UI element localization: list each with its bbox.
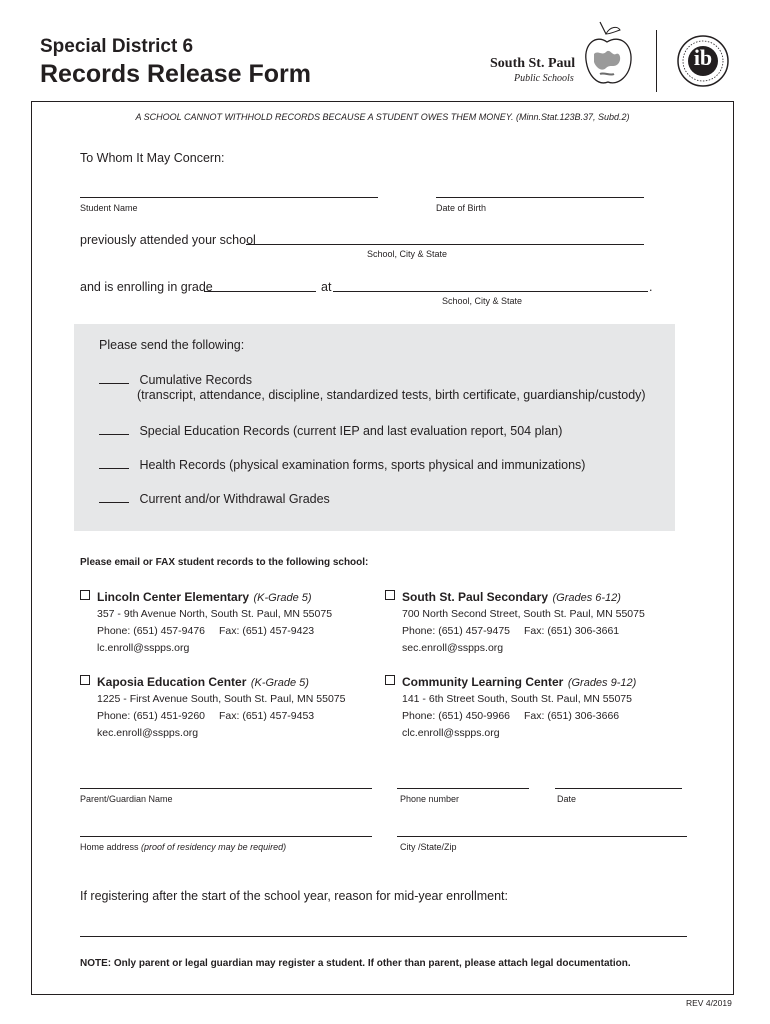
clc-checkbox[interactable] (385, 675, 395, 685)
secondary-address: 700 North Second Street, South St. Paul, MN 55075 (402, 608, 645, 620)
phone-number-label: Phone number (400, 794, 460, 804)
ib-logo-text: ib (693, 45, 713, 70)
withhold-notice: A SCHOOL CANNOT WITHHOLD RECORDS BECAUSE A STUDENT OWES THEM MONEY. (Minn.Stat.123B.37, Subd.2) (135, 112, 630, 122)
secondary-name: South St. Paul Secondary (402, 590, 549, 604)
header-divider (656, 30, 657, 92)
clc-address: 141 - 6th Street South, South St. Paul, MN 55075 (402, 693, 632, 705)
south-st-paul-logo (486, 20, 636, 95)
lincoln-school (97, 588, 367, 657)
grade-field[interactable] (204, 291, 316, 292)
revision-label: REV 4/2019 (686, 998, 732, 1008)
kaposia-grade: (K-Grade 5) (250, 677, 309, 689)
clc-fax: Fax: (651) 306-3666 (524, 710, 620, 722)
lincoln-phone: Phone: (651) 457-9476 (97, 625, 205, 637)
previous-school-label: School, City & State (367, 249, 448, 259)
home-address-label-text: Home address (80, 842, 139, 852)
period-text: . (649, 280, 653, 294)
lincoln-fax: Fax: (651) 457-9423 (219, 625, 315, 637)
ib-logo (676, 34, 730, 88)
previously-attended-text: previously attended your school (80, 233, 256, 247)
clc-name: Community Learning Center (402, 675, 564, 689)
logo-name: South St. Paul (490, 56, 576, 71)
district-title: Special District 6 (40, 36, 194, 57)
at-text: at (321, 280, 332, 294)
records-item-health (99, 456, 585, 474)
date-field[interactable] (555, 788, 682, 789)
secondary-grade: (Grades 6-12) (552, 592, 621, 604)
secondary-fax: Fax: (651) 306-3661 (524, 625, 620, 637)
home-address-field[interactable] (80, 836, 372, 837)
cumulative-records-detail: (transcript, attendance, discipline, standardized tests, birth certificate, guardianship/custody) (137, 388, 646, 402)
previous-school-field[interactable] (246, 244, 644, 245)
home-address-note: (proof of residency may be required) (141, 842, 287, 852)
clc-email[interactable]: clc.enroll@sspps.org (402, 727, 500, 739)
date-of-birth-field[interactable] (436, 197, 644, 198)
parent-name-label: Parent/Guardian Name (80, 794, 173, 804)
city-state-zip-field[interactable] (397, 836, 687, 837)
date-of-birth-label: Date of Birth (436, 203, 487, 213)
lincoln-grade: (K-Grade 5) (253, 592, 312, 604)
parent-name-field[interactable] (80, 788, 372, 789)
health-records-checkline[interactable] (99, 468, 129, 469)
logo-subtitle: Public Schools (514, 73, 574, 84)
grades-label: Current and/or Withdrawal Grades (139, 492, 330, 506)
legal-note: NOTE: Only parent or legal guardian may register a student. If other than parent, please attach legal documentation. (80, 958, 631, 969)
secondary-checkbox[interactable] (385, 590, 395, 600)
phone-number-field[interactable] (397, 788, 529, 789)
new-school-label: School, City & State (442, 296, 523, 306)
cumulative-records-label: Cumulative Records (139, 373, 252, 387)
kaposia-name: Kaposia Education Center (97, 675, 247, 689)
mid-year-reason-field[interactable] (80, 936, 687, 937)
records-item-special-ed (99, 422, 562, 440)
lincoln-address: 357 - 9th Avenue North, South St. Paul, MN 55075 (97, 608, 333, 620)
home-address-label (80, 842, 286, 852)
secondary-email[interactable]: sec.enroll@sspps.org (402, 642, 504, 654)
city-state-zip-label: City /State/Zip (400, 842, 457, 852)
clc-grade: (Grades 9-12) (567, 677, 637, 689)
kaposia-address: 1225 - First Avenue South, South St. Paul, MN 55075 (97, 693, 346, 705)
kaposia-phone: Phone: (651) 451-9260 (97, 710, 205, 722)
apple-globe-icon (582, 20, 634, 90)
schools-heading: Please email or FAX student records to the following school: (80, 557, 369, 568)
records-item-grades (99, 490, 330, 508)
health-records-label: Health Records (physical examination forms, sports physical and immunizations) (139, 458, 586, 472)
secondary-phone: Phone: (651) 457-9475 (402, 625, 510, 637)
lincoln-email[interactable]: lc.enroll@sspps.org (97, 642, 190, 654)
lincoln-checkbox[interactable] (80, 590, 90, 600)
student-name-field[interactable] (80, 197, 378, 198)
kaposia-fax: Fax: (651) 457-9453 (219, 710, 315, 722)
student-name-label: Student Name (80, 203, 138, 213)
enrolling-grade-text: and is enrolling in grade (80, 280, 213, 294)
clc-school (402, 673, 692, 742)
special-ed-records-label: Special Education Records (current IEP and last evaluation report, 504 plan) (139, 424, 563, 438)
special-ed-records-checkline[interactable] (99, 434, 129, 435)
salutation: To Whom It May Concern: (80, 151, 225, 165)
form-title: Records Release Form (40, 60, 311, 88)
records-item-cumulative (99, 371, 252, 389)
date-label: Date (557, 794, 577, 804)
kaposia-email[interactable]: kec.enroll@sspps.org (97, 727, 199, 739)
grades-checkline[interactable] (99, 502, 129, 503)
clc-phone: Phone: (651) 450-9966 (402, 710, 510, 722)
kaposia-checkbox[interactable] (80, 675, 90, 685)
cumulative-records-checkline[interactable] (99, 383, 129, 384)
records-heading: Please send the following: (99, 338, 245, 352)
secondary-school (402, 588, 692, 657)
kaposia-school (97, 673, 377, 742)
new-school-field[interactable] (333, 291, 648, 292)
lincoln-name: Lincoln Center Elementary (97, 590, 250, 604)
mid-year-question: If registering after the start of the school year, reason for mid-year enrollment: (80, 889, 508, 903)
records-request-box (74, 324, 675, 531)
